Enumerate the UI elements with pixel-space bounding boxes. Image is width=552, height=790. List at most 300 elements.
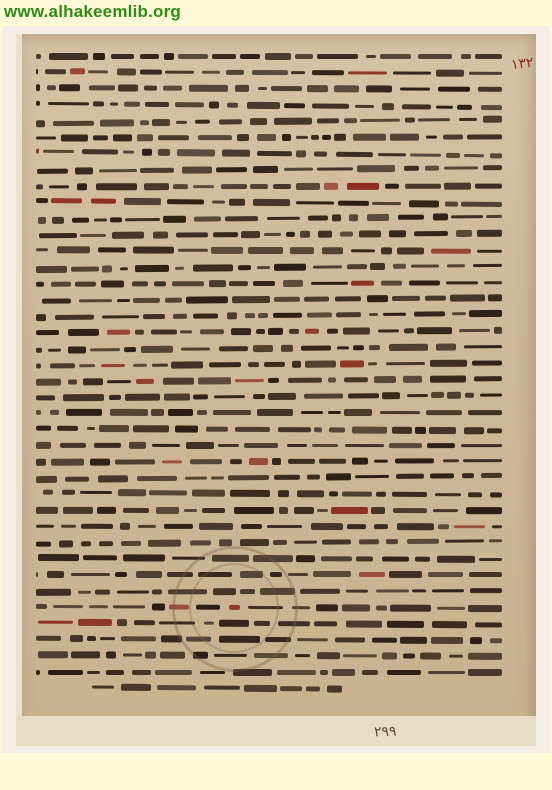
ink-stroke (446, 281, 478, 284)
ink-stroke (93, 135, 108, 141)
ink-stroke (268, 378, 279, 384)
ink-stroke (137, 476, 177, 482)
ink-stroke (143, 314, 165, 320)
ink-stroke (178, 249, 208, 253)
ink-stroke (291, 361, 300, 367)
ink-stroke (52, 216, 64, 224)
ink-stroke (291, 71, 305, 74)
ink-stroke (257, 151, 292, 156)
ink-stroke (110, 102, 118, 105)
ink-stroke (426, 410, 462, 415)
ink-stroke (253, 394, 265, 399)
ink-stroke (36, 524, 54, 528)
ink-stroke (140, 168, 174, 174)
ink-stroke (438, 87, 470, 93)
ink-stroke (136, 571, 162, 578)
ink-stroke (202, 508, 225, 513)
ink-stroke (375, 606, 386, 611)
ink-stroke (190, 540, 212, 546)
ink-stroke (387, 620, 423, 628)
ink-stroke (490, 154, 502, 159)
ink-stroke (36, 542, 51, 547)
ink-stroke (142, 149, 152, 155)
ink-stroke (138, 524, 156, 528)
ink-stroke (392, 492, 426, 498)
ink-stroke (436, 105, 453, 109)
manuscript-line (32, 278, 502, 289)
ink-stroke (360, 118, 400, 122)
ink-stroke (36, 281, 44, 287)
ink-stroke (193, 184, 214, 188)
ink-stroke (222, 150, 250, 157)
ink-stroke (36, 425, 51, 430)
ink-stroke (431, 249, 471, 255)
ink-stroke (234, 506, 274, 514)
ink-stroke (490, 492, 502, 498)
ink-stroke (403, 376, 422, 383)
ink-stroke (469, 72, 502, 75)
ink-stroke (335, 297, 360, 302)
ink-stroke (305, 361, 336, 368)
ink-stroke (336, 152, 373, 158)
manuscript-line (32, 114, 502, 128)
ink-stroke (213, 232, 239, 238)
ink-stroke (36, 410, 41, 416)
ink-stroke (338, 200, 370, 206)
ink-stroke (475, 183, 502, 187)
ink-stroke (158, 135, 189, 140)
manuscript-line (32, 456, 502, 467)
ink-stroke (66, 409, 102, 417)
ink-stroke (38, 554, 79, 561)
ink-stroke (101, 280, 124, 288)
ink-stroke (90, 347, 120, 351)
ink-stroke (149, 490, 187, 496)
ink-stroke (253, 199, 291, 206)
ink-stroke (322, 247, 344, 255)
ink-stroke (296, 136, 308, 139)
ink-stroke (139, 70, 161, 75)
ink-stroke (376, 492, 386, 498)
ink-stroke (219, 119, 243, 125)
page-edge (16, 34, 22, 746)
ink-stroke (470, 587, 502, 593)
ink-stroke (332, 214, 341, 221)
ink-stroke (288, 459, 315, 465)
ink-stroke (202, 71, 220, 75)
ink-stroke (427, 443, 455, 447)
ink-stroke (334, 86, 359, 93)
ink-stroke (248, 247, 283, 254)
ink-stroke (37, 169, 69, 175)
ink-stroke (206, 426, 228, 432)
ink-stroke (133, 363, 147, 367)
ink-stroke (229, 198, 245, 206)
ink-stroke (71, 651, 100, 659)
ink-stroke (181, 347, 210, 350)
ink-stroke (297, 638, 328, 641)
ink-stroke (45, 69, 66, 75)
ink-stroke (107, 380, 131, 384)
ink-stroke (177, 149, 215, 157)
ink-stroke (125, 218, 160, 222)
ink-stroke (171, 361, 203, 369)
ink-stroke (445, 539, 484, 543)
manuscript-line (32, 84, 502, 95)
manuscript-line (32, 309, 502, 322)
ink-stroke (99, 169, 136, 173)
ink-stroke (343, 327, 370, 335)
ink-stroke (329, 491, 338, 497)
ink-stroke (322, 135, 330, 139)
ink-stroke (317, 118, 339, 124)
ink-stroke (163, 377, 194, 385)
ink-stroke (244, 684, 277, 692)
ink-stroke (459, 329, 490, 333)
ink-stroke (118, 85, 137, 92)
ink-stroke (284, 168, 314, 172)
ink-stroke (213, 410, 251, 416)
ink-stroke (274, 475, 300, 480)
ink-stroke (83, 378, 103, 386)
manuscript-line (32, 471, 502, 484)
ink-stroke (412, 588, 425, 592)
ink-stroke (36, 184, 43, 189)
ink-stroke (252, 70, 288, 76)
ink-stroke (314, 427, 322, 432)
ink-stroke (468, 668, 502, 675)
manuscript-line (32, 246, 502, 257)
ink-stroke (78, 590, 90, 593)
ink-stroke (268, 393, 296, 400)
ink-stroke (475, 54, 502, 59)
ink-stroke (409, 200, 439, 206)
ink-stroke (483, 165, 502, 171)
ink-stroke (249, 458, 269, 466)
library-stamp-seal (172, 546, 298, 672)
ink-stroke (88, 86, 115, 91)
ink-stroke (50, 363, 75, 368)
ink-stroke (415, 557, 430, 561)
ink-stroke (444, 166, 478, 170)
ink-stroke (268, 329, 283, 335)
ink-stroke (342, 492, 372, 498)
ink-stroke (278, 491, 289, 497)
ink-stroke (366, 86, 393, 93)
ink-stroke (218, 443, 239, 447)
ink-stroke (357, 165, 395, 173)
ink-stroke (88, 70, 108, 73)
ink-stroke (70, 636, 82, 642)
ink-stroke (374, 459, 388, 462)
ink-stroke (370, 262, 385, 270)
ink-stroke (368, 313, 377, 317)
ink-stroke (345, 443, 384, 447)
ink-stroke (322, 540, 352, 545)
ink-stroke (446, 153, 460, 158)
ink-stroke (199, 523, 233, 529)
ink-stroke (120, 522, 130, 530)
ink-stroke (418, 54, 453, 59)
ink-stroke (346, 620, 382, 628)
site-header (0, 0, 552, 26)
ink-stroke (79, 364, 95, 367)
ink-stroke (152, 363, 168, 366)
ink-stroke (48, 670, 83, 675)
ink-stroke (193, 313, 218, 319)
ink-stroke (257, 265, 270, 268)
ink-stroke (75, 281, 95, 287)
ink-stroke (336, 313, 361, 318)
ink-stroke (316, 604, 338, 611)
ink-stroke (124, 198, 161, 205)
ink-stroke (481, 473, 502, 478)
ink-stroke (473, 263, 502, 266)
manuscript-line (32, 229, 502, 241)
shelf-mark: ٢٩٩ (373, 723, 397, 741)
ink-stroke (221, 184, 247, 188)
ink-stroke (68, 380, 77, 384)
ink-stroke (154, 281, 166, 287)
ink-stroke (477, 230, 502, 237)
ink-stroke (470, 638, 483, 644)
ink-stroke (295, 654, 310, 658)
manuscript-line (32, 488, 502, 500)
ink-stroke (383, 313, 405, 316)
ink-stroke (490, 638, 502, 644)
ink-stroke (257, 409, 292, 416)
ink-stroke (106, 670, 124, 675)
ink-stroke (110, 218, 122, 222)
ink-stroke (483, 116, 502, 122)
ink-stroke (204, 686, 241, 690)
ink-stroke (117, 299, 130, 303)
ink-stroke (90, 458, 110, 466)
ink-stroke (372, 201, 400, 205)
ink-stroke (296, 556, 315, 562)
ink-stroke (385, 183, 399, 188)
ink-stroke (320, 669, 328, 674)
ink-stroke (486, 215, 502, 218)
ink-stroke (310, 523, 343, 531)
ink-stroke (264, 362, 285, 367)
ink-stroke (253, 345, 273, 352)
ink-stroke (466, 507, 502, 513)
manuscript-line (32, 423, 502, 435)
ink-stroke (176, 120, 188, 123)
ink-stroke (459, 117, 477, 121)
ink-stroke (372, 637, 397, 643)
manuscript-line (32, 505, 502, 514)
page-bottom-margin (16, 716, 536, 746)
ink-stroke (432, 621, 467, 628)
ink-stroke (121, 637, 155, 642)
ink-stroke (313, 265, 343, 269)
ink-stroke (487, 428, 502, 434)
ink-stroke (294, 541, 317, 544)
ink-stroke (414, 231, 448, 236)
ink-stroke (248, 362, 259, 367)
ink-stroke (382, 392, 400, 400)
ink-stroke (454, 525, 485, 529)
ink-stroke (36, 314, 46, 321)
ink-stroke (425, 296, 445, 301)
ink-stroke (173, 314, 187, 319)
ink-stroke (38, 217, 47, 224)
ink-stroke (438, 524, 449, 528)
ink-stroke (172, 281, 205, 286)
ink-stroke (420, 653, 440, 660)
ink-stroke (49, 185, 69, 189)
ink-stroke (124, 347, 135, 351)
ink-stroke (100, 637, 115, 641)
ink-stroke (118, 489, 146, 497)
manuscript-line (32, 326, 502, 337)
ink-stroke (480, 394, 502, 397)
ink-stroke (288, 573, 307, 576)
ink-stroke (163, 216, 185, 223)
ink-stroke (418, 118, 450, 122)
ink-stroke (286, 232, 295, 238)
ink-stroke (80, 491, 112, 495)
ink-stroke (409, 280, 440, 285)
ink-stroke (445, 201, 458, 207)
ink-stroke (123, 654, 142, 657)
ink-stroke (378, 153, 406, 157)
ink-stroke (235, 379, 264, 383)
ink-stroke (60, 443, 86, 448)
ink-stroke (468, 411, 502, 416)
ink-stroke (403, 654, 416, 658)
ink-stroke (80, 234, 105, 238)
manuscript-line (32, 522, 502, 532)
ink-stroke (311, 281, 348, 284)
site-url-link[interactable]: www.alhakeemlib.org (4, 2, 181, 21)
ink-stroke (312, 103, 348, 109)
ink-stroke (157, 685, 196, 690)
ink-stroke (374, 524, 388, 529)
ink-stroke (164, 394, 190, 401)
ink-stroke (288, 378, 322, 382)
ink-stroke (430, 359, 467, 367)
ink-stroke (156, 507, 179, 514)
ink-stroke (464, 154, 484, 158)
ink-stroke (230, 491, 270, 498)
ink-stroke (296, 183, 320, 190)
ink-stroke (312, 444, 337, 447)
ink-stroke (411, 264, 439, 268)
ink-stroke (348, 394, 379, 399)
ink-stroke (229, 281, 247, 286)
ink-stroke (200, 670, 224, 673)
ink-stroke (347, 182, 380, 189)
ink-stroke (425, 136, 436, 139)
ink-stroke (443, 134, 463, 139)
ink-stroke (155, 670, 192, 675)
ink-stroke (469, 310, 502, 316)
ink-stroke (200, 329, 225, 335)
ink-stroke (295, 54, 313, 59)
ink-stroke (492, 525, 502, 529)
ink-stroke (347, 264, 368, 269)
ink-stroke (404, 329, 413, 334)
ink-stroke (195, 120, 211, 124)
ink-stroke (494, 327, 502, 334)
ink-stroke (359, 230, 381, 237)
ink-stroke (472, 360, 502, 366)
ink-stroke (429, 427, 456, 434)
ink-stroke (306, 687, 320, 691)
ink-stroke (144, 86, 158, 91)
ink-stroke (328, 378, 336, 382)
ink-stroke (241, 523, 262, 529)
ink-stroke (381, 280, 402, 285)
ink-stroke (444, 182, 470, 190)
ink-stroke (488, 294, 502, 302)
ink-stroke (382, 557, 409, 562)
ink-stroke (79, 299, 111, 302)
ink-stroke (390, 133, 419, 141)
ink-stroke (100, 119, 135, 126)
ink-stroke (62, 506, 92, 513)
ink-stroke (36, 588, 71, 596)
ink-stroke (447, 263, 466, 267)
ink-stroke (469, 572, 502, 578)
ink-stroke (48, 348, 61, 351)
ink-stroke (481, 105, 502, 110)
ink-stroke (173, 184, 188, 189)
ink-stroke (42, 298, 71, 304)
ink-stroke (402, 104, 431, 109)
ink-stroke (462, 473, 474, 478)
ink-stroke (167, 409, 193, 417)
ink-stroke (283, 279, 302, 287)
ink-stroke (393, 71, 431, 75)
ink-stroke (425, 166, 439, 172)
manuscript-line (32, 536, 502, 548)
ink-stroke (277, 669, 316, 675)
ink-stroke (117, 69, 137, 75)
ink-stroke (389, 343, 429, 350)
ink-stroke (140, 54, 159, 59)
ink-stroke (36, 459, 46, 466)
ink-stroke (465, 393, 473, 398)
ink-stroke (319, 459, 346, 464)
ink-stroke (98, 476, 129, 483)
ink-stroke (95, 589, 110, 594)
ink-stroke (57, 426, 79, 431)
ink-stroke (228, 475, 269, 480)
ink-stroke (47, 86, 56, 91)
ink-stroke (165, 297, 182, 303)
ink-stroke (324, 182, 338, 189)
ink-stroke (407, 394, 428, 397)
ink-stroke (97, 506, 115, 514)
ink-stroke (78, 619, 112, 626)
ink-stroke (152, 603, 166, 610)
ink-stroke (382, 103, 395, 109)
ink-stroke (99, 541, 113, 546)
ink-stroke (53, 605, 84, 608)
ink-stroke (38, 621, 73, 624)
ink-stroke (235, 427, 270, 431)
ink-stroke (68, 346, 86, 353)
ink-stroke (101, 363, 125, 367)
ink-stroke (36, 54, 41, 58)
ink-stroke (355, 104, 374, 108)
ink-stroke (63, 394, 104, 401)
ink-stroke (343, 655, 377, 658)
